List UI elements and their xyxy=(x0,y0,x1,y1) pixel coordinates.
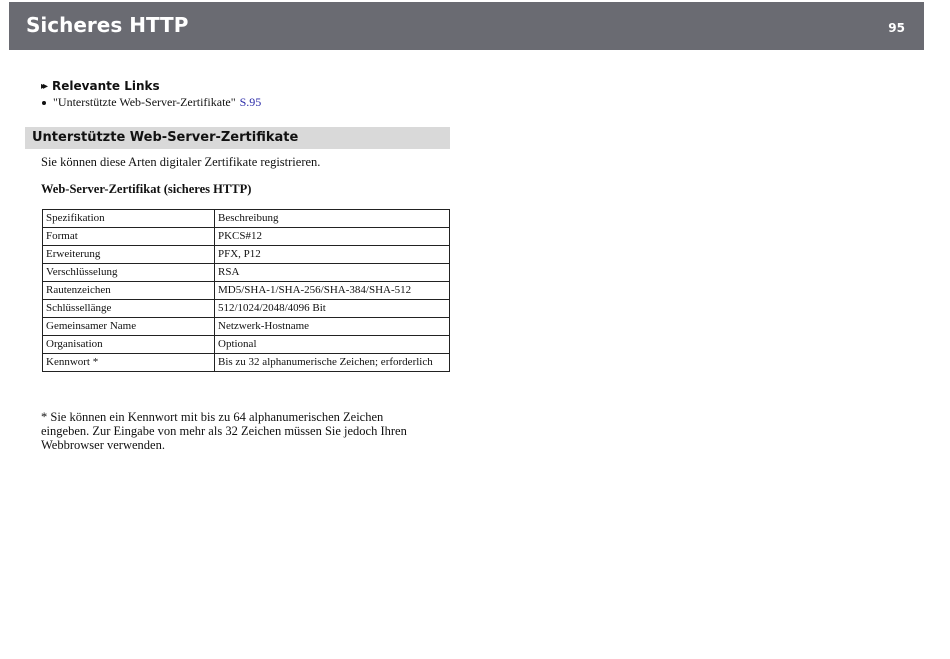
table-cell: 512/1024/2048/4096 Bit xyxy=(215,300,450,318)
table-cell: Rautenzeichen xyxy=(43,282,215,300)
table-cell: MD5/SHA-1/SHA-256/SHA-384/SHA-512 xyxy=(215,282,450,300)
related-link-item[interactable] xyxy=(41,95,461,110)
section-intro: Sie können diese Arten digitaler Zertifikate registrieren. xyxy=(41,155,321,169)
footnote-line: * Sie können ein Kennwort mit bis zu 64 alphanumerischen Zeichen xyxy=(41,410,384,424)
footnote-line: eingeben. Zur Eingabe von mehr als 32 Zeichen müssen Sie jedoch Ihren xyxy=(41,424,407,438)
page-number: 95 xyxy=(888,21,905,35)
table-cell: Schlüssellänge xyxy=(43,300,215,318)
table-cell: Erweiterung xyxy=(43,246,215,264)
table-cell: Kennwort * xyxy=(43,354,215,372)
related-link-text: "Unterstützte Web-Server-Zertifikate" xyxy=(53,95,236,109)
related-links xyxy=(41,79,461,110)
table-row xyxy=(43,318,450,336)
page-title: Sicheres HTTP xyxy=(26,13,189,37)
page-reference-link[interactable]: S.95 xyxy=(239,95,262,109)
related-links-title: Relevante Links xyxy=(52,79,160,93)
table-cell: Beschreibung xyxy=(215,210,450,228)
table-cell: Format xyxy=(43,228,215,246)
section-title: Unterstützte Web-Server-Zertifikate xyxy=(32,130,299,145)
section-header xyxy=(25,127,450,149)
table-cell: Spezifikation xyxy=(43,210,215,228)
table-row xyxy=(43,264,450,282)
table-row xyxy=(43,228,450,246)
footnote-line: Webbrowser verwenden. xyxy=(41,438,165,452)
table-row xyxy=(43,282,450,300)
footnote xyxy=(41,410,441,452)
table-header-row xyxy=(43,210,450,228)
table-cell: Optional xyxy=(215,336,450,354)
double-arrow-icon: ▸▸ xyxy=(41,80,46,92)
table-row xyxy=(43,354,450,372)
table-cell: Organisation xyxy=(43,336,215,354)
related-links-heading xyxy=(41,79,461,94)
table-cell: Netzwerk-Hostname xyxy=(215,318,450,336)
page-header xyxy=(9,2,924,50)
table-row xyxy=(43,246,450,264)
table-heading: Web-Server-Zertifikat (sicheres HTTP) xyxy=(41,182,252,196)
table-cell: Bis zu 32 alphanumerische Zeichen; erforderlich xyxy=(215,354,450,372)
certificate-spec-table xyxy=(42,209,450,372)
table-cell: RSA xyxy=(215,264,450,282)
table-row xyxy=(43,336,450,354)
bullet-icon xyxy=(42,101,46,105)
table-cell: PFX, P12 xyxy=(215,246,450,264)
table-cell: Gemeinsamer Name xyxy=(43,318,215,336)
table-cell: Verschlüsselung xyxy=(43,264,215,282)
table-cell: PKCS#12 xyxy=(215,228,450,246)
table-row xyxy=(43,300,450,318)
